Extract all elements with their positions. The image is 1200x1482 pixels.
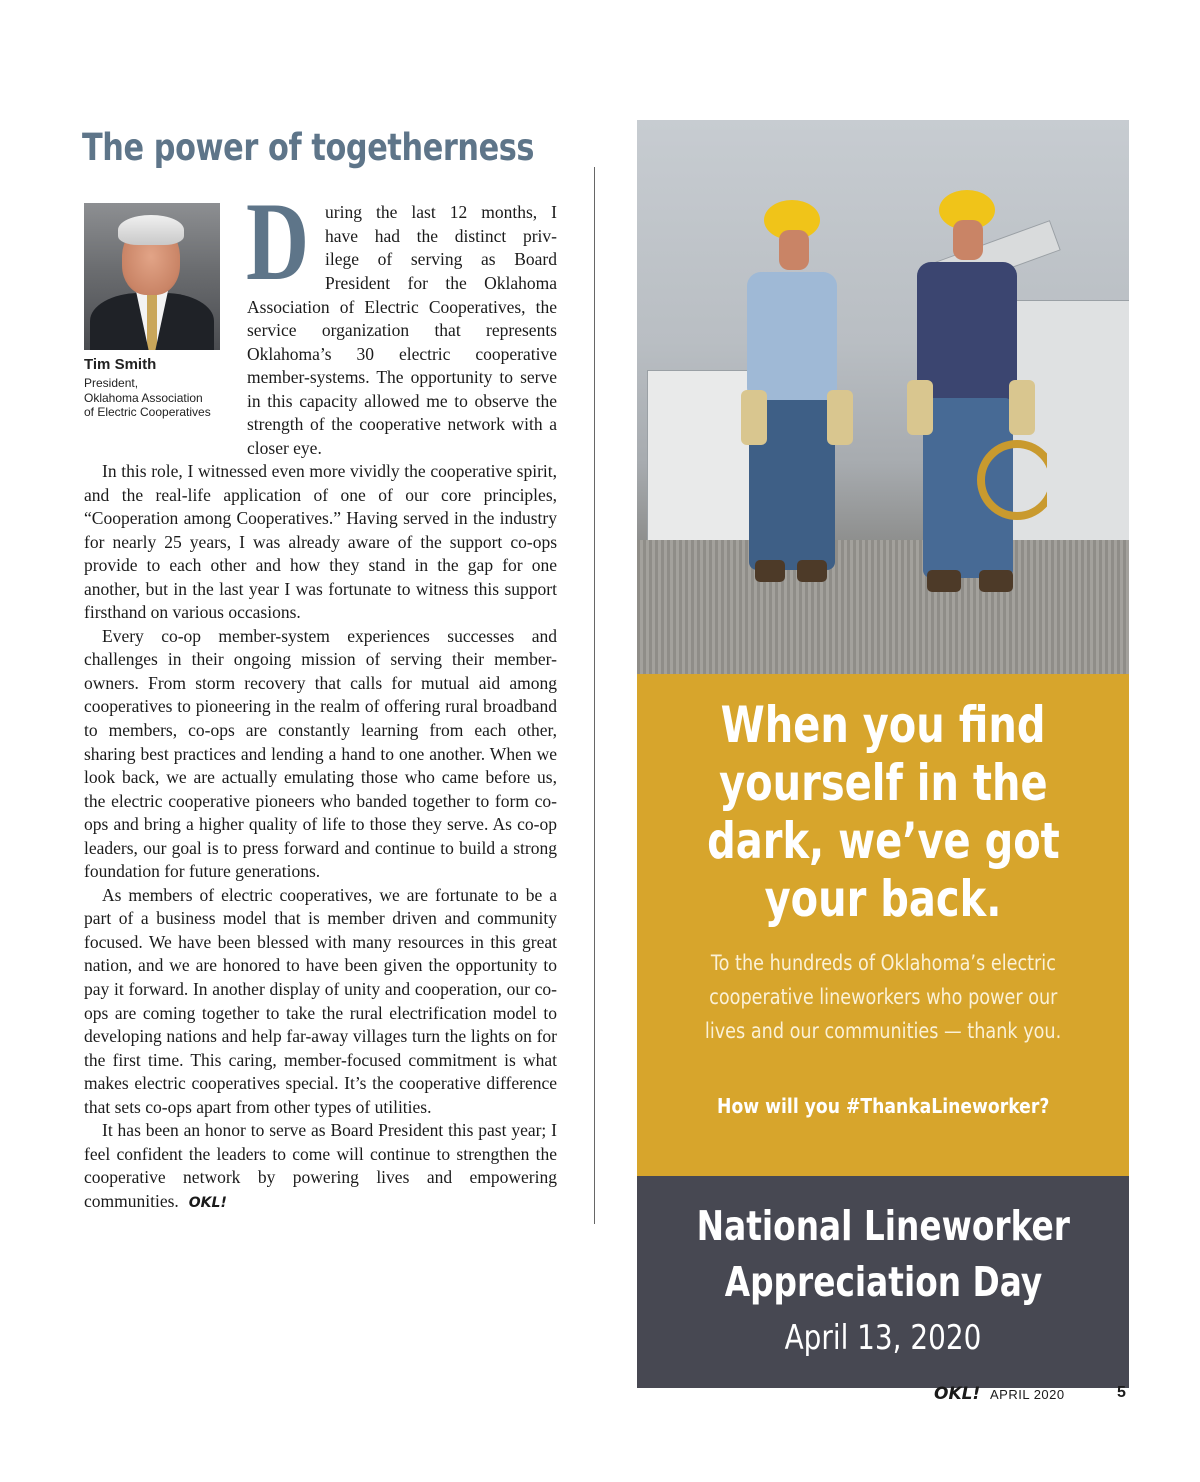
lead-line: ilege of serving as Board (325, 249, 557, 270)
article-title: The power of togetherness (82, 126, 535, 169)
lead-line: uring the last 12 months, I (325, 202, 557, 222)
ad-hashtag (637, 1094, 1129, 1118)
author-role-line: President, (84, 376, 139, 390)
ad-headline-line: When you find (720, 696, 1046, 754)
ad-subtext-line: cooperative lineworkers who power our (708, 985, 1058, 1009)
lead-lines (247, 201, 557, 272)
body-paragraph: As members of electric cooperatives, we are fortunate to be a part of a business model that is member driven and community focused. We have been blessed with many resources in this great nation, and we are honored to have been given the opportunity to pay it forward. In another display of unity and cooperation, our co-ops are coming together to take the rural electrification model to developing nations and help far-away villages turn the lights on for the first time. This caring, member-focused commitment is what makes electric cooperatives special. It’s the cooperative difference that sets co-ops apart from other types of utilities. (84, 884, 557, 1117)
drop-cap: D (246, 180, 310, 304)
author-byline (84, 356, 211, 420)
body-paragraph (84, 1119, 557, 1215)
ad-event-line: Appreciation Day (724, 1258, 1042, 1306)
page-number: 5 (1117, 1384, 1126, 1401)
ad-event-line: National Lineworker (696, 1202, 1070, 1250)
lineworkers-photo (637, 120, 1129, 674)
footer-logo: OKL! (934, 1384, 981, 1404)
ad-subtext (637, 946, 1129, 1048)
author-role-line: Oklahoma Association (84, 390, 203, 405)
lead-paragraph: President for the Oklahoma Association of Electric Cooperatives, the service organization that represents Oklahoma’s 30 electric cooperative member-systems. The opportunity to serve in this capacity allowed me to observe the strength of the cooperative network with a closer eye. (247, 273, 557, 458)
column-divider (594, 167, 595, 1224)
end-mark-logo: OKL! (188, 1194, 227, 1211)
ad-hashtag-text: How will you #ThankaLineworker? (716, 1094, 1050, 1118)
author-name: Tim Smith (84, 356, 157, 373)
lead-line: have had the distinct priv- (325, 225, 557, 246)
author-role-line: of Electric Cooperatives (84, 405, 211, 419)
body-paragraph: In this role, I witnessed even more vividly the cooperative spirit, and the real-life application of one of our core principles, “Cooperation among Cooperatives.” Having served in the industry for nearly 25 years, I was already aware of the support co-ops provide to each other and how they stand in the gap for one another, but in the last year I was fortunate to witness this support firsthand on various occasions. (84, 461, 557, 623)
ad-event-date-text: April 13, 2020 (784, 1318, 982, 1358)
ad-subtext-line: To the hundreds of Oklahoma’s electric (710, 951, 1056, 975)
ad-event-date (637, 1318, 1129, 1358)
footer-issue-date: APRIL 2020 (990, 1387, 1065, 1402)
closing-text: It has been an honor to serve as Board President this past year; I feel confident the leaders to come will continue to strengthen the cooperative network by powering lives and empowering communities. (84, 1120, 557, 1211)
ad-headline-line: dark, we’ve got (706, 812, 1060, 870)
ad-message-panel (637, 674, 1129, 1176)
ad-headline-line: your back. (764, 870, 1002, 928)
article-body (84, 460, 557, 1216)
ad-headline (637, 696, 1129, 928)
ad-headline-line: yourself in the (718, 754, 1048, 812)
ad-event-panel (637, 1176, 1129, 1388)
ad-event-title (637, 1198, 1129, 1310)
ad-subtext-line: lives and our communities — thank you. (704, 1019, 1062, 1043)
body-paragraph: Every co-op member-system experiences successes and challenges in their ongoing mission of serving their member-owners. From storm recovery that calls for mutual aid among cooperatives to pioneering in the realm of offering rural broadband to members, co-ops are constantly learning from each other, sharing best practices and lending a hand to one another. When we look back, we are actually emulating those who came before us, the electric cooperative pioneers who banded together to form co-ops and bring a higher quality of life to those they serve. As co-op leaders, our goal is to press forward and continue to build a strong foundation for future generations. (84, 625, 557, 882)
author-photo (84, 203, 220, 350)
lineworkers-illustration (727, 190, 1047, 660)
